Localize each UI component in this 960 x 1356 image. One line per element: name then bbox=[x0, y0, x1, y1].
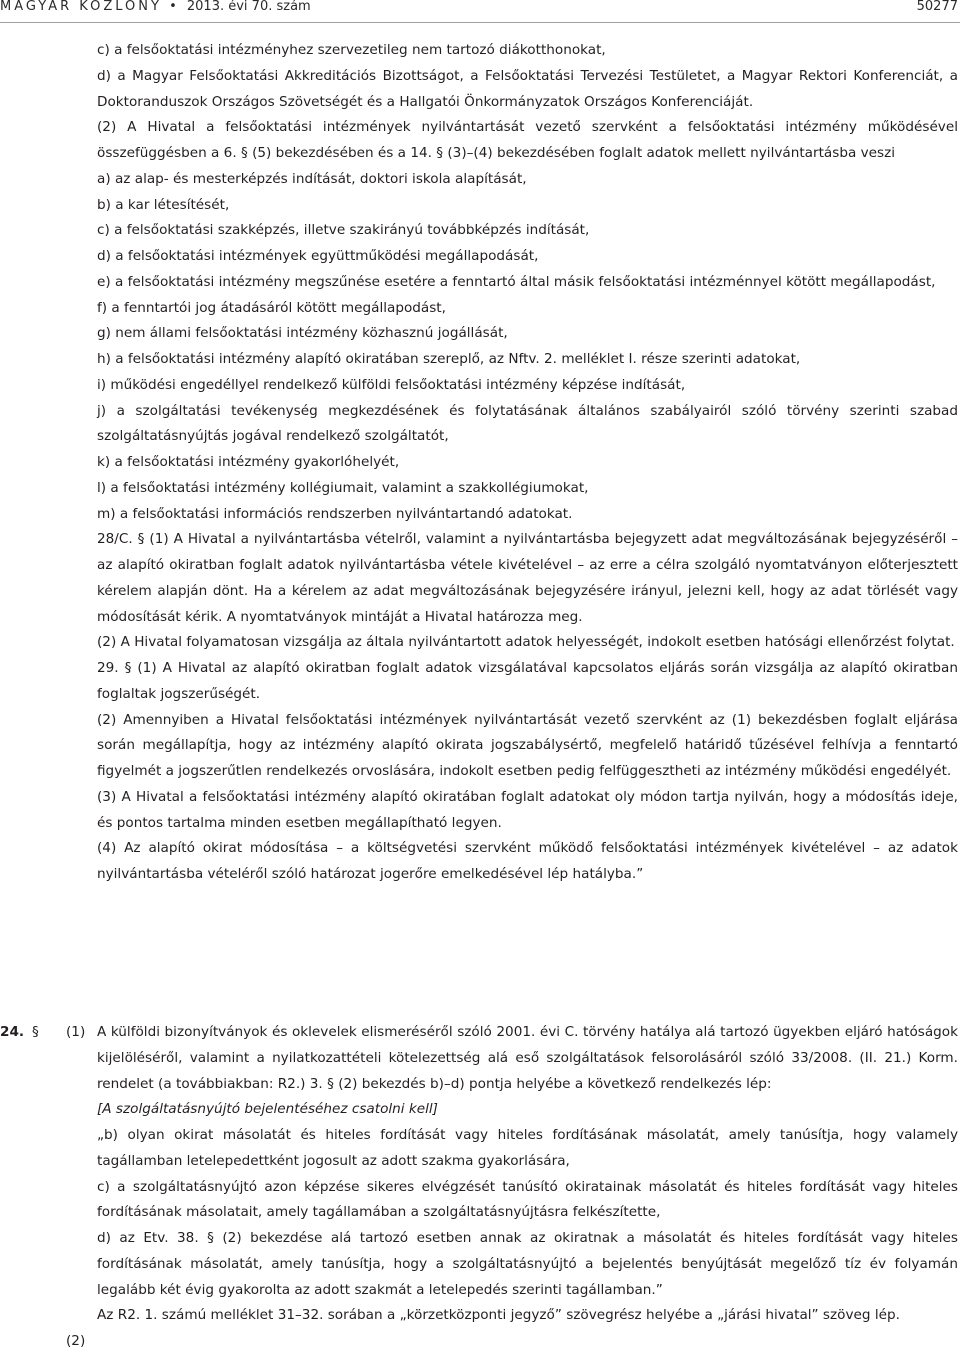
issue-label: 2013. évi 70. szám bbox=[186, 0, 311, 14]
list-item-d: d) a felsőoktatási intézmények együttműködési megállapodását, bbox=[97, 248, 539, 264]
list-item-m: m) a felsőoktatási információs rendszerben nyilvántartandó adatokat. bbox=[97, 505, 573, 522]
document-body bbox=[97, 38, 958, 888]
list-item-i: i) működési engedéllyel rendelkező külföldi felsőoktatási intézmény képzése indítását, bbox=[97, 376, 686, 393]
list-item-b: b) a kar létesítését, bbox=[97, 196, 230, 213]
list-item-c: c) a felsőoktatási szakképzés, illetve szakirányú továbbképzés indítását, bbox=[97, 222, 590, 239]
list-item-j: j) a szolgáltatási tevékenység megkezdésének és folytatásának általános szabályairól szóló törvény szerinti szabad szolgáltatásnyújtás jogával rendelkező szolgáltatót, bbox=[97, 402, 958, 445]
page-header bbox=[0, 0, 960, 23]
running-head bbox=[0, 0, 311, 14]
amendment-heading: [A szolgáltatásnyújtó bejelentéséhez csatolni kell] bbox=[97, 1101, 438, 1118]
amendment-intro: A külföldi bizonyítványok és oklevelek elismeréséről szóló 2001. évi C. törvény hatálya alá tartozó ügyekben eljáró hatóságok kijelöléséről, valamint a nyilatkozattételi kötelezettség alá eső szolgáltatások felsorolásáról szóló 33/2008. (II. 21.) Korm. rendelet (a továbbiakban: R2.) 3. § (2) bekezdés b)–d) pontja helyébe a következő rendelkezés lép: bbox=[97, 1024, 958, 1092]
amendment-point-c: c) a szolgáltatásnyújtó azon képzése sikeres elvégzését tanúsító okiratainak másolatát és hiteles fordítását vagy hiteles fordításának másolatait, amely tagállamában a szolgáltatásnyújtásra felkészítette, bbox=[97, 1178, 958, 1221]
journal-title: MAGYAR KÖZLÖNY bbox=[0, 0, 162, 14]
amendment-point-d: d) az Etv. 38. § (2) bekezdése alá tartozó esetben annak az okiratnak a másolatát és hiteles fordítását vagy hiteles fordításának másolatát, amely tanúsítja, hogy a szolgáltatásnyújtó a bejelentés benyújtását megelőző tíz év folyamán legalább két évig gyakorolta az adott szakmát a letelepedés szerinti tagállamban.” bbox=[97, 1230, 958, 1298]
list-item-k: k) a felsőoktatási intézmény gyakorlóhelyét, bbox=[97, 454, 400, 470]
paragraph-d-mab: d) a Magyar Felsőoktatási Akkreditációs Bizottságot, a Felsőoktatási Tervezési Testületet, a Magyar Rektori Konferenciát, a Doktoranduszok Országos Szövetségét és a Hallgatói Önkormányzatok Országos Konferenciáját. bbox=[97, 67, 958, 110]
section-29-par-1: 29. § (1) A Hivatal az alapító okiratban foglalt adatok vizsgálatával kapcsolatos eljárás során vizsgálja az alapító okiratban foglaltak jogszerűségét. bbox=[97, 660, 958, 702]
section-mark: § bbox=[32, 1024, 39, 1040]
section-number: 24. bbox=[0, 1024, 25, 1040]
amendment-point-b: „b) olyan okirat másolatát és hiteles fordítását vagy hiteles fordításának másolatát, amely tanúsítja, hogy valamely tagállamban letelepedettként jogosult az adott szakma gyakorlására, bbox=[97, 1127, 958, 1169]
section-28c-par-1: 28/C. § (1) A Hivatal a nyilvántartásba vételről, valamint a nyilvántartásba bejegyzett adat megváltozásának bejegyzéséről – az alapító okiratban foglalt adatok nyilvántartásba vétele kivételével – az erre a célra szolgáló nyomtatványon előterjesztett kérelem alapján dönt. Ha a kérelem az adat megváltozásának bejegyzésére irányul, jelezni kell, hogy az adat törlését vagy módosítását kérik. A nyomtatványok mintáját a Hivatal határozza meg. bbox=[97, 531, 958, 625]
section-29-par-2: (2) Amennyiben a Hivatal felsőoktatási intézmények nyilvántartását vezető szervként az (1) bekezdésben foglalt eljárása során megállapítja, hogy az intézmény alapító okirata jogszabálysértő, megfelelő határidő tűzésével felhívja a fenntartó figyelmét a jogszerűtlen rendelkezés orvoslására, indokolt esetben pedig felfüggesztheti az intézmény működési engedélyét. bbox=[97, 711, 958, 779]
section-29-par-3: (3) A Hivatal a felsőoktatási intézmény alapító okiratában foglalt adatokat oly módon tartja nyilván, hogy a módosítás ideje, és pontos tartalma minden esetben megállapítható legyen. bbox=[97, 788, 958, 831]
list-item-g: g) nem állami felsőoktatási intézmény közhasznú jogállását, bbox=[97, 325, 508, 342]
amendment-paragraph-2: Az R2. 1. számú melléklet 31–32. sorában a „körzetközponti jegyző” szövegrész helyébe a „járási hivatal” szöveg lép. bbox=[97, 1307, 900, 1324]
list-item-e: e) a felsőoktatási intézmény megszűnése esetére a fenntartó által másik felsőoktatási intézménnyel kötött megállapodást, bbox=[97, 273, 936, 290]
paragraph-label-2: (2) bbox=[66, 1333, 86, 1349]
list-item-l: l) a felsőoktatási intézmény kollégiumait, valamint a szakkollégiumokat, bbox=[97, 479, 589, 496]
paragraph-label-1: (1) bbox=[66, 1024, 86, 1040]
paragraph-2-hivatal: (2) A Hivatal a felsőoktatási intézmények nyilvántartását vezető szervként a felsőoktatási intézmény működésével összefüggésben a 6. § (5) bekezdésében és a 14. § (3)–(4) bekezdésében foglalt adatok mellett nyilvántartásba veszi bbox=[97, 119, 958, 161]
section-28c-par-2: (2) A Hivatal folyamatosan vizsgálja az általa nyilvántartott adatok helyességét, indokolt esetben hatósági ellenőrzést folytat. bbox=[97, 634, 955, 651]
list-item-f: f) a fenntartói jog átadásáról kötött megállapodást, bbox=[97, 299, 446, 316]
list-item-h: h) a felsőoktatási intézmény alapító okiratában szereplő, az Nftv. 2. melléklet I. része szerinti adatokat, bbox=[97, 351, 801, 367]
section-29-par-4: (4) Az alapító okirat módosítása – a költségvetési szervként működő felsőoktatási intézmények kivételével – az adatok nyilvántartásba vételéről szóló határozat jogerőre emelkedésével lép hatályba.” bbox=[97, 840, 958, 882]
page-number: 50277 bbox=[916, 0, 958, 14]
section-24-text bbox=[97, 1020, 958, 1329]
header-bullet: • bbox=[169, 0, 180, 14]
list-item-a: a) az alap- és mesterképzés indítását, doktori iskola alapítását, bbox=[97, 170, 527, 187]
paragraph-c-diakotthonok: c) a felsőoktatási intézményhez szervezetileg nem tartozó diákotthonokat, bbox=[97, 42, 606, 58]
